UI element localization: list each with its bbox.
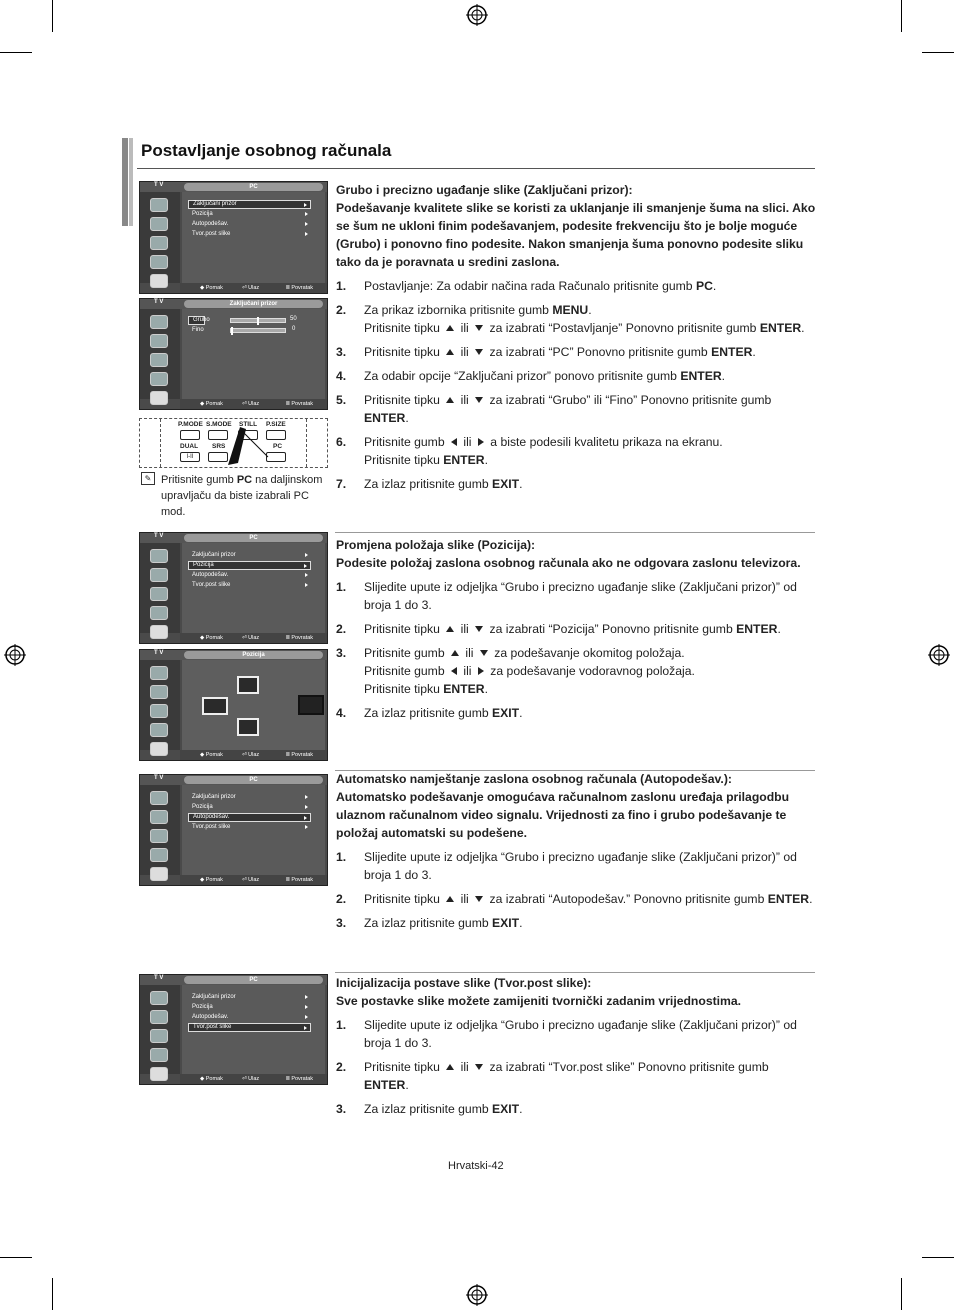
section-intro: Automatsko podešavanje omogućava računalnom zaslonu uređaja prilagodbu ulaznom računalnom video signalu. Vrijednosti za fino i grubo podešavanje te položaj automatski su podešene.	[336, 790, 790, 840]
step-item: 2. Pritisnite tipku ili za izabrati “Tvor.post slike” Ponovno pritisnite gumb ENTER.	[336, 1060, 769, 1092]
step-item: 6. Pritisnite gumb ili a biste podesili kvalitetu prikaza na ekranu. Pritisnite tipku ENTER.	[336, 435, 723, 467]
menu-category-icon	[150, 991, 168, 1005]
position-right-preview	[298, 695, 324, 715]
menu-category-icon	[150, 255, 168, 269]
crop-mark	[901, 0, 902, 32]
section-position	[336, 536, 816, 722]
menu-category-icon	[150, 867, 168, 881]
fine-value: 0	[292, 326, 296, 332]
osd-menu-item: Tvor.post slike	[188, 823, 311, 832]
registration-mark	[466, 4, 488, 26]
menu-category-icon	[150, 791, 168, 805]
osd-header: PC	[184, 776, 323, 784]
menu-category-icon	[150, 810, 168, 824]
divider	[335, 972, 815, 973]
menu-category-icon	[150, 353, 168, 367]
position-left-preview	[202, 697, 228, 715]
crop-mark	[52, 1278, 53, 1310]
osd-menu-item: Tvor.post slike	[188, 230, 311, 239]
crop-mark	[52, 0, 53, 32]
osd-header: Pozicija	[184, 651, 323, 659]
osd-menu-item: Zaključani prizor	[188, 200, 311, 209]
tv-label: T V	[154, 650, 164, 656]
remote-control-illustration	[139, 418, 328, 468]
osd-sidebar	[140, 309, 180, 399]
smode-label: S.MODE	[206, 421, 232, 428]
osd-sidebar	[140, 543, 180, 633]
osd-menu-item: Pozicija	[188, 210, 311, 219]
note-text: Pritisnite gumb PC na daljinskom upravljaču da biste izabrali PC mod.	[161, 474, 323, 518]
menu-category-icon	[150, 274, 168, 288]
step-item: 1. Postavljanje: Za odabir načina rada Računalo pritisnite gumb PC.	[336, 279, 717, 293]
step-item: 1. Slijedite upute iz odjeljka “Grubo i precizno ugađanje slike (Zaključani prizor)” od broja 1 do 3.	[336, 1018, 797, 1050]
step-item: 1. Slijedite upute iz odjeljka “Grubo i precizno ugađanje slike (Zaključani prizor)” od broja 1 do 3.	[336, 580, 797, 612]
registration-mark	[466, 1284, 488, 1306]
section-image-reset	[336, 974, 816, 1118]
osd-footer: ◆ Pomak ⏎ Ulaz Ⅲ Povratak	[180, 633, 327, 643]
menu-category-icon	[150, 1010, 168, 1024]
tv-label: T V	[154, 975, 164, 981]
osd-sidebar	[140, 985, 180, 1074]
menu-category-icon	[150, 704, 168, 718]
tv-label: T V	[154, 775, 164, 781]
registration-mark	[928, 644, 950, 666]
page-title: Postavljanje osobnog računala	[141, 141, 392, 160]
step-item: 3. Pritisnite tipku ili za izabrati “PC” Ponovno pritisnite gumb ENTER.	[336, 345, 756, 359]
osd-screen-pc-menu	[139, 181, 328, 294]
step-item: 4. Za odabir opcije “Zaključani prizor” ponovo pritisnite gumb ENTER.	[336, 369, 726, 383]
section-intro: Sve postavke slike možete zamijeniti tvornički zadanim vrijednostima.	[336, 994, 742, 1008]
menu-category-icon	[150, 829, 168, 843]
step-item: 2. Pritisnite tipku ili za izabrati “Pozicija” Ponovno pritisnite gumb ENTER.	[336, 622, 781, 636]
osd-menu-item: Zaključani prizor	[188, 551, 311, 560]
menu-category-icon	[150, 723, 168, 737]
osd-menu-item: Pozicija	[188, 1003, 311, 1012]
menu-category-icon	[150, 685, 168, 699]
dual-label: DUAL	[180, 443, 199, 450]
osd-header: PC	[184, 976, 323, 984]
section-intro: Podešavanje kvalitete slike se koristi za uklanjanje ili smanjenje šuma na slici. Ako se šum ne ukloni finim podešavanjem, podesite frekvenciju što je bolje moguće (Grubo) i ponovno fino podesite. Nakon smanjenja šuma ponovno podesite sliku tako da je poravnata u sredini zaslona.	[336, 201, 816, 269]
osd-menu-item: Tvor.post slike	[188, 581, 311, 590]
section-intro: Podesite položaj zaslona osobnog računala ako ne odgovara zaslonu televizora.	[336, 556, 801, 570]
dual-button: I-II	[180, 452, 200, 462]
divider	[137, 168, 815, 169]
menu-category-icon	[150, 625, 168, 639]
still-label: STILL	[239, 421, 258, 428]
menu-category-icon	[150, 848, 168, 862]
osd-sidebar	[140, 785, 180, 875]
note-icon: ✎	[141, 472, 155, 485]
menu-category-icon	[150, 666, 168, 680]
osd-sidebar	[140, 660, 180, 750]
menu-category-icon	[150, 1029, 168, 1043]
registration-mark	[4, 644, 26, 666]
tv-label: T V	[154, 299, 164, 305]
page-number: Hrvatski-42	[448, 1160, 504, 1172]
osd-footer: ◆ Pomak ⏎ Ulaz Ⅲ Povratak	[180, 750, 327, 760]
osd-menu-item: Zaključani prizor	[188, 793, 311, 802]
crop-mark	[901, 1278, 902, 1310]
step-item: 3. Pritisnite gumb ili za podešavanje okomitog položaja. Pritisnite gumb ili za podešavanje vodoravnog položaja. Pritisnite tipku ENTER.	[336, 646, 695, 696]
step-item: 3. Za izlaz pritisnite gumb EXIT.	[336, 1102, 523, 1116]
osd-menu-item: Tvor.post slike	[188, 1023, 311, 1032]
step-item: 5. Pritisnite tipku ili za izabrati “Grubo” ili “Fino” Ponovno pritisnite gumb ENTER.	[336, 393, 772, 425]
menu-category-icon	[150, 568, 168, 582]
step-item: 2. Pritisnite tipku ili za izabrati “Autopodešav.” Ponovno pritisnite gumb ENTER.	[336, 892, 813, 906]
pmode-button	[180, 430, 200, 440]
menu-category-icon	[150, 606, 168, 620]
tv-label: T V	[154, 533, 164, 539]
section-auto-adjust	[336, 770, 816, 932]
osd-footer: ◆ Pomak ⏎ Ulaz Ⅲ Povratak	[180, 1074, 327, 1084]
menu-category-icon	[150, 549, 168, 563]
osd-menu-item: Autopodešav.	[188, 813, 311, 822]
section-heading: Grubo i precizno ugađanje slike (Zaključani prizor):	[336, 183, 633, 197]
divider	[335, 532, 815, 533]
section-heading: Promjena položaja slike (Pozicija):	[336, 538, 536, 552]
crop-mark	[0, 52, 32, 53]
osd-footer: ◆ Pomak ⏎ Ulaz Ⅲ Povratak	[180, 399, 327, 409]
osd-screen-lock-adjust	[139, 298, 328, 410]
menu-category-icon	[150, 198, 168, 212]
menu-category-icon	[150, 391, 168, 405]
step-item: 3. Za izlaz pritisnite gumb EXIT.	[336, 916, 523, 930]
section-lock-screen	[336, 181, 816, 493]
osd-coarse-row: Grubo	[188, 316, 205, 325]
step-item: 2. Za prikaz izbornika pritisnite gumb MENU. Pritisnite tipku ili za izabrati “Postavljanje” Ponovno pritisnite gumb ENTER.	[336, 303, 805, 335]
menu-category-icon	[150, 742, 168, 756]
crop-mark	[922, 1257, 954, 1258]
menu-category-icon	[150, 1048, 168, 1062]
srs-label: SRS	[212, 443, 226, 450]
menu-category-icon	[150, 1067, 168, 1081]
section-heading: Automatsko namještanje zaslona osobnog računala (Autopodešav.):	[336, 772, 732, 786]
osd-header: Zaključani prizor	[184, 300, 323, 308]
menu-category-icon	[150, 334, 168, 348]
menu-category-icon	[150, 217, 168, 231]
osd-menu-item: Autopodešav.	[188, 571, 311, 580]
menu-category-icon	[150, 372, 168, 386]
osd-screen-position	[139, 649, 328, 761]
coarse-value: 50	[290, 316, 297, 322]
osd-screen-pc-menu	[139, 532, 328, 644]
osd-menu-item: Zaključani prizor	[188, 993, 311, 1002]
pc-label: PC	[273, 443, 283, 450]
osd-screen-pc-menu	[139, 974, 328, 1085]
osd-sidebar	[140, 192, 180, 283]
position-up-preview	[237, 676, 259, 694]
osd-footer: ◆ Pomak ⏎ Ulaz Ⅲ Povratak	[180, 283, 327, 293]
osd-screen-pc-menu	[139, 774, 328, 886]
tv-label: T V	[154, 182, 164, 188]
step-item: 4. Za izlaz pritisnite gumb EXIT.	[336, 706, 523, 720]
menu-category-icon	[150, 587, 168, 601]
section-heading: Inicijalizacija postave slike (Tvor.post slike):	[336, 976, 592, 990]
title-accent-bar	[122, 138, 128, 226]
step-item: 1. Slijedite upute iz odjeljka “Grubo i precizno ugađanje slike (Zaključani prizor)” od broja 1 do 3.	[336, 850, 797, 882]
menu-category-icon	[150, 315, 168, 329]
step-item: 7. Za izlaz pritisnite gumb EXIT.	[336, 477, 523, 491]
osd-header: PC	[184, 534, 323, 542]
osd-menu-item: Pozicija	[188, 803, 311, 812]
pmode-label: P.MODE	[178, 421, 203, 428]
crop-mark	[0, 1257, 32, 1258]
crop-mark	[922, 52, 954, 53]
pointing-hand-icon	[218, 419, 278, 467]
osd-header: PC	[184, 183, 323, 191]
osd-footer: ◆ Pomak ⏎ Ulaz Ⅲ Povratak	[180, 875, 327, 885]
title-accent-bar	[129, 138, 133, 226]
menu-category-icon	[150, 236, 168, 250]
position-down-preview	[237, 718, 259, 736]
osd-menu-item: Autopodešav.	[188, 220, 311, 229]
osd-menu-item: Autopodešav.	[188, 1013, 311, 1022]
psize-label: P.SIZE	[266, 421, 286, 428]
osd-menu-item: Pozicija	[188, 561, 311, 570]
osd-fine-row: Fino	[192, 327, 204, 333]
